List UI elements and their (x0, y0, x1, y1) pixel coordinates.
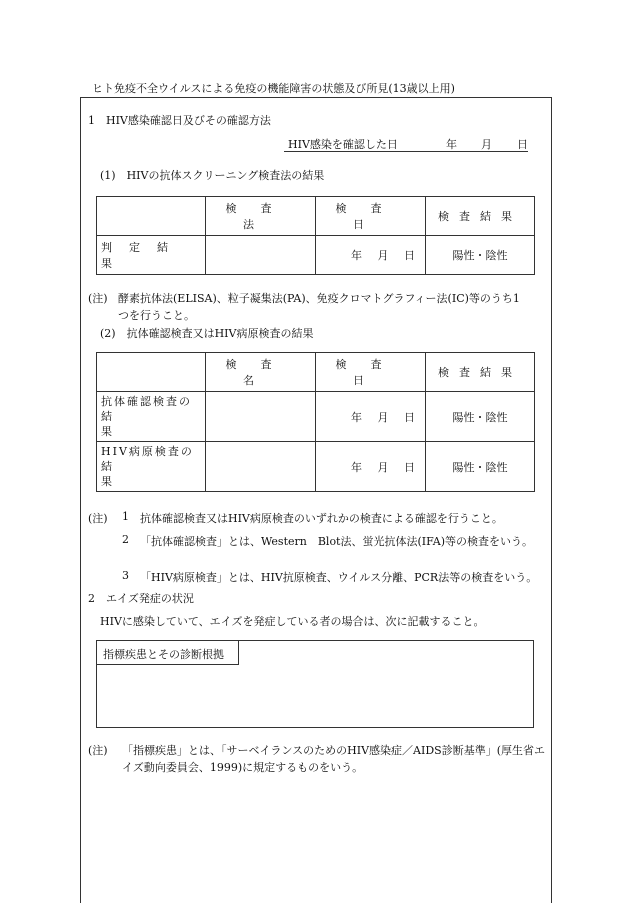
confirmation-test-table (96, 352, 535, 492)
name-input-cell[interactable] (206, 442, 316, 492)
row-label-text: 結果 (101, 410, 176, 438)
row-label-line-b (101, 409, 201, 439)
note-text: 「HIV病原検査」とは、HIV抗原検査、ウイルス分離、PCR法等の検査をいう。 (140, 571, 538, 584)
row-label-line-b (101, 459, 201, 489)
table-row (97, 442, 535, 492)
section2-instruction: HIVに感染していて、エイズを発症している者の場合は、次に記載すること。 (100, 615, 485, 628)
empty-header-cell (97, 353, 206, 392)
section1-heading: 1 HIV感染確認日及びその確認方法 (88, 114, 271, 127)
method-input-cell[interactable] (206, 236, 316, 275)
note-number: 2 (122, 533, 129, 546)
row-label-line-a: HIV病原検査の (101, 445, 194, 458)
header-test-result: 検査結果 (426, 197, 535, 236)
document-title: ヒト免疫不全ウイルスによる免疫の機能障害の状態及び所見(13歳以上用) (92, 82, 455, 95)
notes-prefix: (注) (88, 512, 108, 525)
screening-test-table (96, 196, 535, 275)
confirm-date-line[interactable] (284, 136, 528, 152)
confirm-month-label: 月 (481, 138, 492, 151)
index-disease-label: 指標疾患とその診断根拠 (97, 641, 239, 665)
frame-top-border (80, 97, 552, 98)
row-label-text: 結果 (101, 460, 176, 488)
header-test-date: 検査日 (316, 197, 426, 236)
screening-note (88, 290, 528, 322)
name-input-cell[interactable] (206, 392, 316, 442)
row-label-hiv-pathogen (97, 442, 206, 492)
index-disease-box[interactable] (96, 640, 534, 728)
confirm-date-label: HIV感染を確認した日 (288, 138, 398, 151)
frame-left-border (80, 97, 81, 903)
note-text: 「抗体確認検査」とは、Western Blot法、蛍光抗体法(IFA)等の検査をいう。 (140, 535, 534, 548)
section2-note (88, 742, 548, 774)
frame-right-border (551, 97, 552, 903)
note-prefix: (注) (88, 292, 108, 305)
note-prefix: (注) (88, 744, 108, 757)
row-label-judgement: 判定結果 (97, 236, 206, 275)
result-select-cell[interactable]: 陽性・陰性 (426, 236, 535, 275)
screening-note-text: 酵素抗体法(ELISA)、粒子凝集法(PA)、免疫クロマトグラフィー法(IC)等のうち1つを行うこと。 (118, 292, 520, 322)
note-text: 抗体確認検査又はHIV病原検査のいずれかの検査による確認を行うこと。 (140, 512, 503, 525)
header-test-date: 検査日 (316, 353, 426, 392)
header-test-result: 検査結果 (426, 353, 535, 392)
subsection1-heading: (1) HIVの抗体スクリーニング検査法の結果 (100, 169, 325, 182)
row-label-line-a: 抗体確認検査の (101, 395, 192, 408)
header-test-name: 検査名 (206, 353, 316, 392)
section2-heading: 2 エイズ発症の状況 (88, 592, 194, 605)
subsection2-heading: (2) 抗体確認検査又はHIV病原検査の結果 (100, 327, 314, 340)
section2-note-text: 「指標疾患」とは、「サーベイランスのためのHIV感染症／AIDS診断基準」(厚生省エイズ動向委員会、1999)に規定するものをいう。 (122, 744, 545, 774)
table-row (97, 236, 535, 275)
table-row (97, 392, 535, 442)
result-select-cell[interactable]: 陽性・陰性 (426, 442, 535, 492)
header-test-method: 検査法 (206, 197, 316, 236)
row-label-antibody-confirmation (97, 392, 206, 442)
table-header-row (97, 197, 535, 236)
note-number: 3 (122, 569, 129, 582)
date-input-cell[interactable]: 年 月 日 (316, 392, 426, 442)
confirm-day-label: 日 (517, 138, 528, 151)
date-input-cell[interactable]: 年 月 日 (316, 236, 426, 275)
table-header-row (97, 353, 535, 392)
result-select-cell[interactable]: 陽性・陰性 (426, 392, 535, 442)
note-number: 1 (122, 510, 129, 523)
empty-header-cell (97, 197, 206, 236)
confirm-year-label: 年 (446, 138, 457, 151)
date-input-cell[interactable]: 年 月 日 (316, 442, 426, 492)
